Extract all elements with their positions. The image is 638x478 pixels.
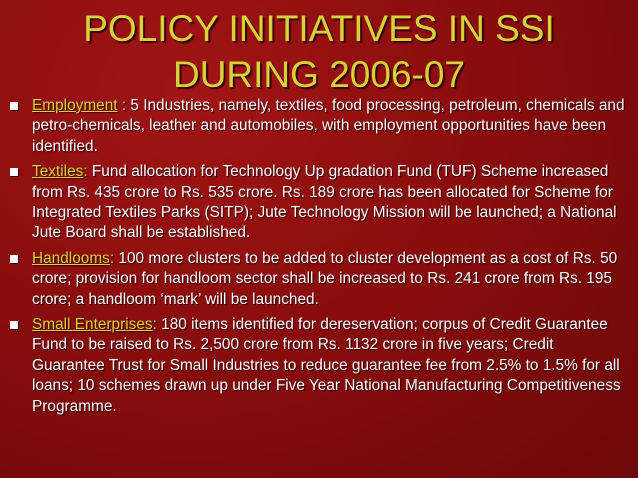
bullet-heading[interactable]: Textiles: [32, 163, 84, 181]
bullet-separator: :: [109, 249, 119, 267]
square-bullet-icon: [10, 168, 18, 176]
bullet-employment: [10, 96, 626, 157]
bullet-text: 100 more clusters to be added to cluster development as a cost of Rs. 50 crore; provision for handloom sector shall be increased to Rs. 241 crore from Rs. 195 crore; a handloom ‘mark’ will be launched.: [32, 249, 618, 308]
bullet-heading[interactable]: Small Enterprises: [32, 316, 153, 334]
bullet-text: 180 items identified for dereservation; corpus of Credit Guarantee Fund to be raised to Rs. 2,500 crore from Rs. 1132 crore in five years; Credit Guarantee Trust for Small Industries to reduce guarantee fee from 2.5% to 1.5% for all loans; 10 schemes drawn up under Five Year National Manufacturing Competitiveness Programme.: [32, 316, 621, 415]
bullet-separator: :: [83, 163, 92, 181]
bullet-separator: :: [117, 97, 131, 114]
bullet-handlooms: [10, 249, 626, 310]
square-bullet-icon: [10, 255, 18, 263]
square-bullet-icon: [10, 102, 18, 110]
slide-title: [0, 6, 638, 98]
bullet-text: 5 Industries, namely, textiles, food processing, petroleum, chemicals and petro-chemicals, leather and automobiles, with employment opportunities have been identified.: [32, 97, 625, 155]
bullet-heading[interactable]: Employment: [32, 97, 118, 114]
bullet-text: Fund allocation for Technology Up gradation Fund (TUF) Scheme increased from Rs. 435 crore to Rs. 535 crore. Rs. 189 crore has been allocated for Scheme for Integrated Textiles Parks (SITP); Jute Technology Mission will be launched; a National Jute Board shall be established.: [32, 163, 617, 242]
title-line-2: DURING 2006-07: [172, 54, 465, 95]
bullet-textiles: [10, 162, 626, 244]
bullet-heading[interactable]: Handlooms: [32, 249, 110, 267]
bullet-small-enterprises: [10, 315, 626, 417]
square-bullet-icon: [10, 321, 18, 329]
title-line-1: POLICY INITIATIVES IN SSI: [83, 8, 555, 49]
bullet-list: [10, 96, 626, 422]
bullet-separator: :: [152, 316, 162, 334]
